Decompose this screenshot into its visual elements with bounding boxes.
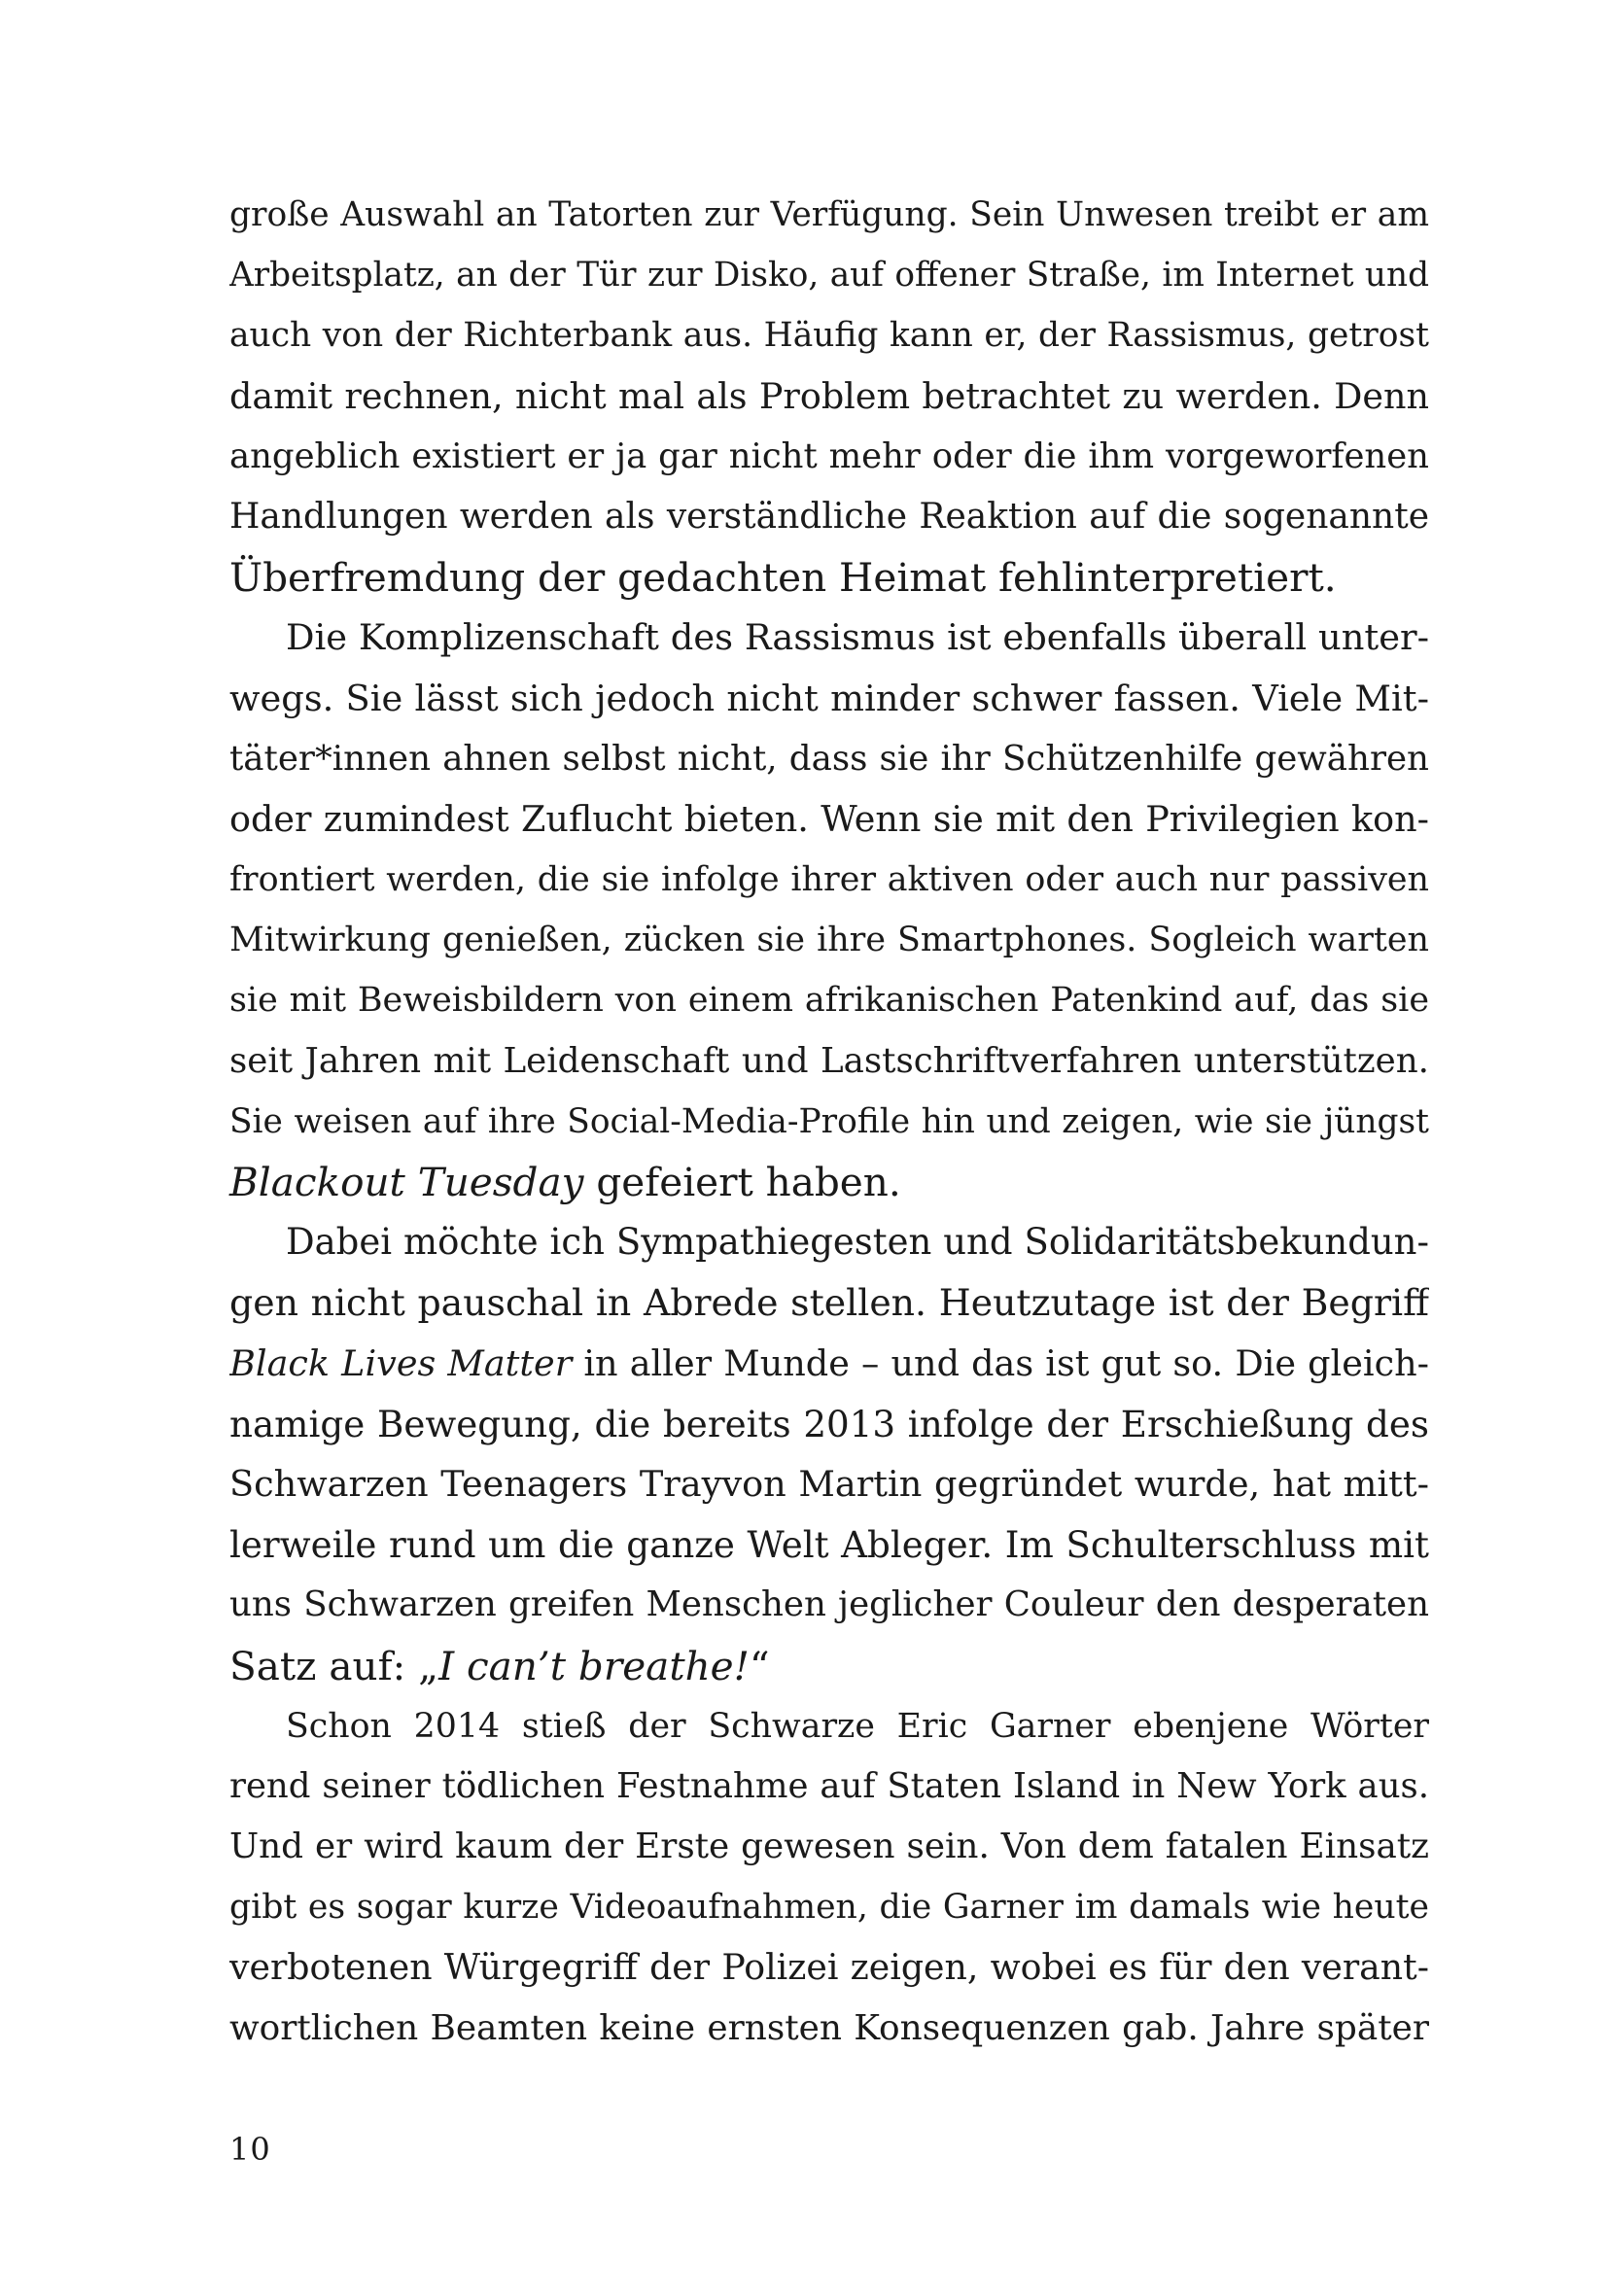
text-line [229,1152,1429,1212]
text-line [229,185,1429,245]
text-line [229,1514,1429,1575]
text-segment: große Auswahl an Tatorten zur Verfügung. Sein Unwesen treibt er am [229,195,1429,234]
text-line [229,970,1429,1030]
text-segment: Die Komplizenschaft des Rassismus ist ebenfalls überall unter- [286,616,1429,659]
page-number: 10 [229,2131,271,2168]
text-line [229,1334,1429,1394]
text-line [229,427,1429,487]
italic-text: Blackout Tuesday [229,1159,584,1205]
text-segment: Schon 2014 stieß der Schwarze Eric Garner ebenjene Wörter [286,1706,1429,1746]
text-segment: verbotenen Würgegriff der Polizei zeigen, wobei es für den verant- [229,1946,1429,1989]
text-line [229,910,1429,970]
text-segment: Und er wird kaum der Erste gewesen sein. Von dem fatalen Einsatz [229,1826,1429,1867]
text-segment: in aller Munde – und das ist gut so. Die gleich- [572,1341,1429,1384]
text-segment: frontiert werden, die sie infolge ihrer aktiven oder auch nur passiven [229,860,1429,900]
text-segment: angeblich existiert er ja gar nicht mehr oder die ihm vorgeworfenen [229,435,1429,476]
text-line [229,245,1429,305]
text-segment: wegs. Sie lässt sich jedoch nicht minder schwer fassen. Viele Mit- [229,677,1429,719]
text-line [229,1757,1429,1817]
text-line [229,1272,1429,1333]
text-line [229,1937,1429,1998]
text-segment: Sie weisen auf ihre Social-Media-Profile hin und zeigen, wie sie jüngst [229,1101,1429,1141]
text-segment: gibt es sogar kurze Videoaufnahmen, die Garner im damals wie heute [229,1888,1429,1928]
text-segment: seit Jahren mit Leidenschaft und Lastschriftverfahren unterstützen. [229,1040,1429,1081]
text-line [229,669,1429,729]
text-segment: lerweile rund um die ganze Welt Ableger. Im Schulterschluss mit [229,1523,1429,1567]
text-segment: Mitwirkung genießen, zücken sie ihre Smartphones. Sogleich warten [229,921,1429,960]
text-line [229,1696,1429,1757]
text-line [229,1031,1429,1092]
text-line [229,1575,1429,1635]
text-segment: oder zumindest Zuflucht bieten. Wenn sie mit den Privilegien kon- [229,797,1429,840]
text-line [229,789,1429,850]
text-segment: wortlichen Beamten keine ernsten Konsequenzen gab. Jahre später [229,2007,1429,2048]
text-segment: täter*innen ahnen selbst nicht, dass sie ihr Schützenhilfe gewähren [229,738,1429,779]
text-line [229,608,1429,668]
text-line [229,1212,1429,1272]
text-line [229,366,1429,427]
text-line [229,1092,1429,1152]
text-segment: Satz auf: „ [229,1642,439,1689]
italic-text: I can’t breathe! [438,1642,750,1689]
text-segment: Schwarzen Teenagers Trayvon Martin gegründet wurde, hat mitt- [229,1462,1429,1505]
text-line [229,1817,1429,1877]
text-line [229,547,1429,608]
text-line [229,487,1429,547]
italic-text: Black Lives Matter [229,1341,573,1384]
text-segment: “ [749,1642,770,1689]
text-line [229,305,1429,365]
text-segment: Überfremdung der gedachten Heimat fehlinterpretiert. [229,554,1337,602]
text-segment: uns Schwarzen greifen Menschen jeglicher Couleur den desperaten [229,1584,1429,1625]
text-line [229,850,1429,910]
text-segment: gefeiert haben. [583,1159,901,1205]
text-segment: rend seiner tödlichen Festnahme auf Staten Island in New York aus. [229,1765,1429,1806]
text-segment: gen nicht pauschal in Abrede stellen. Heutzutage ist der Begriff [229,1281,1429,1325]
text-segment: sie mit Beweisbildern von einem afrikanischen Patenkind auf, das sie [229,981,1429,1021]
text-segment: damit rechnen, nicht mal als Problem betrachtet zu werden. Denn [229,374,1429,417]
text-line [229,1454,1429,1514]
text-segment: namige Bewegung, die bereits 2013 infolge der Erschießung des [229,1402,1429,1445]
body-text [229,185,1429,2059]
text-line [229,1999,1429,2059]
text-segment: Arbeitsplatz, an der Tür zur Disko, auf offener Straße, im Internet und [229,256,1429,296]
text-segment: auch von der Richterbank aus. Häufig kann er, der Rassismus, getrost [229,316,1429,356]
text-segment: Dabei möchte ich Sympathiegesten und Solidaritätsbekundun- [286,1221,1429,1264]
text-line [229,729,1429,789]
text-line [229,1636,1429,1696]
text-line [229,1394,1429,1454]
text-line [229,1877,1429,1937]
text-segment: Handlungen werden als verständliche Reaktion auf die sogenannte [229,496,1429,537]
